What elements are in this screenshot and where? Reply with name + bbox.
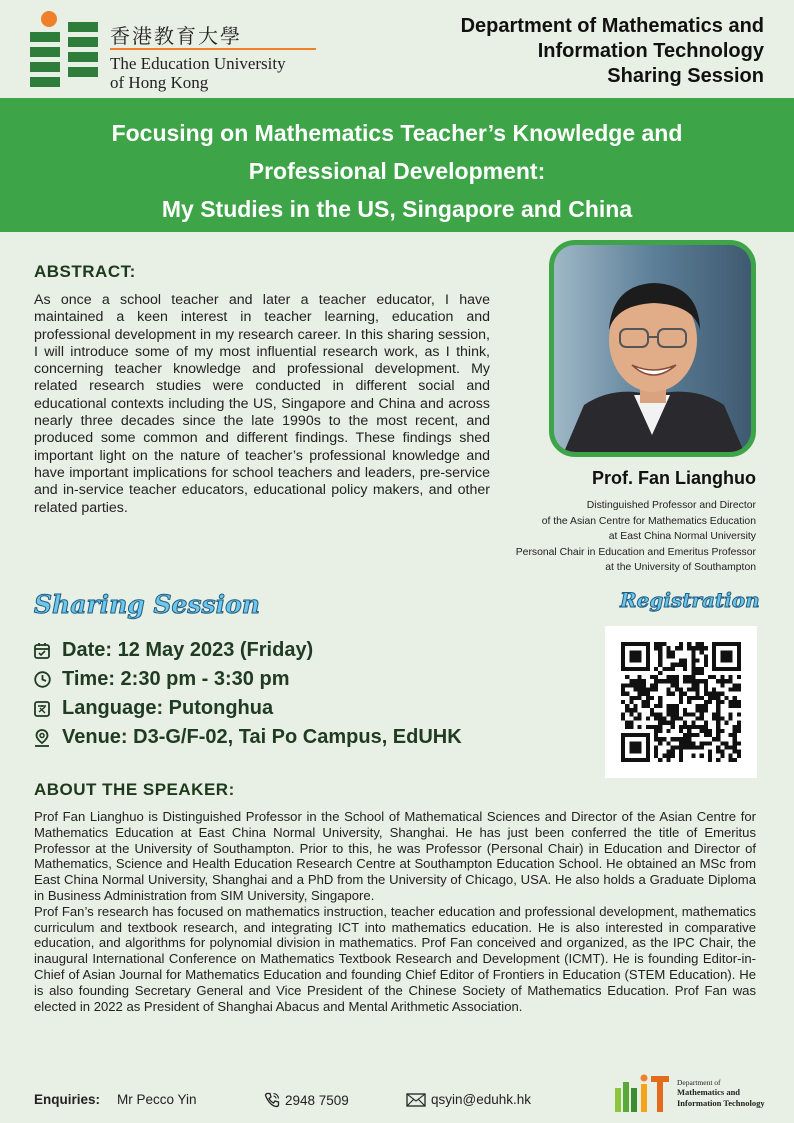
clock-icon xyxy=(34,670,60,690)
speaker-title-line: of the Asian Centre for Mathematics Education xyxy=(541,515,756,527)
phone-number: 2948 7509 xyxy=(285,1092,349,1108)
about-paragraph: Prof Fan’s research has focused on mathematics instruction, teacher education and professional development, mathematics curriculum and textbook research, and integrating ICT into mathematics education. He is also interested in comparative education, and algorithms for polynomial division in mathematics. Prof Fan conceived and organized, as the IPC Chair, the inaugural International Conference on Mathematics Textbook Research and Development (ICMT). He is founding Editor-in-Chief of Asian Journal for Mathematics Education and founding Chief Editor of Frontiers in Education (STEM Education). He is also founding Secretary General and Vice President of the Chinese Society of Mathematics Education. Prof Fan was elected in 2022 as President of Shanghai Abacus and Mental Arithmetic Association. xyxy=(34,903,756,1014)
email-link[interactable] xyxy=(406,1092,531,1107)
contact-name: Mr Pecco Yin xyxy=(117,1092,197,1107)
department-line: Sharing Session xyxy=(607,65,764,87)
title-line: Focusing on Mathematics Teacher’s Knowledge and xyxy=(111,120,683,146)
dept-logo-line: Information Technology xyxy=(677,1098,765,1108)
registration-qr-code[interactable] xyxy=(605,626,757,778)
footer-enquiries xyxy=(34,1092,594,1112)
calendar-icon xyxy=(34,641,60,661)
about-speaker-text xyxy=(34,809,756,1014)
date-text: Date: 12 May 2023 (Friday) xyxy=(62,639,314,661)
dept-logo-line: Department of xyxy=(677,1078,721,1087)
title-banner xyxy=(0,98,794,232)
envelope-icon xyxy=(406,1093,426,1107)
email-address: qsyin@eduhk.hk xyxy=(431,1092,532,1107)
eduhk-emblem-icon xyxy=(30,10,102,90)
logo-english-line2: of Hong Kong xyxy=(110,73,209,92)
department-line: Information Technology xyxy=(537,40,764,62)
time-row xyxy=(34,665,574,694)
venue-text: Venue: D3-G/F-02, Tai Po Campus, EdUHK xyxy=(62,726,462,748)
about-speaker-heading: ABOUT THE SPEAKER: xyxy=(34,780,235,799)
department-line: Department of Mathematics and xyxy=(460,15,764,37)
sharing-session-heading: Sharing Session xyxy=(34,590,260,619)
speaker-titles xyxy=(480,498,756,576)
dept-logo-line: Mathematics and xyxy=(677,1087,741,1097)
logo-chinese-name: 香港教育大學 xyxy=(110,24,242,48)
speaker-name: Prof. Fan Lianghuo xyxy=(592,468,756,488)
eduhk-logo[interactable] xyxy=(30,10,300,90)
phone-link[interactable] xyxy=(264,1092,349,1108)
speaker-title-line: at East China Normal University xyxy=(608,531,756,543)
title-line: My Studies in the US, Singapore and China xyxy=(161,196,633,222)
language-icon xyxy=(34,699,60,719)
logo-divider xyxy=(110,48,316,50)
location-pin-icon xyxy=(34,728,60,748)
date-row xyxy=(34,636,574,665)
speaker-title-line: at the University of Southampton xyxy=(605,562,756,574)
logo-english-line1: The Education University xyxy=(110,54,286,73)
speaker-title-line: Personal Chair in Education and Emeritus Professor xyxy=(515,546,756,558)
registration-heading: Registration xyxy=(620,588,760,612)
mit-logo-icon xyxy=(615,1074,673,1112)
title-line: Professional Development: xyxy=(248,158,546,184)
qr-code-icon xyxy=(621,642,741,762)
about-paragraph: Prof Fan Lianghuo is Distinguished Professor in the School of Mathematical Sciences and Director of the Asian Centre for Mathematics Education at East China Normal University, Shanghai. He has just been conferred the title of Emeritus Professor at the University of Southampton. Prior to this, he was Professor (Personal Chair) in Education and Director of Mathematics, Science and Health Education Research Centre at Southampton Education School. He obtained an MSc from East China Normal University, Shanghai and a PhD from the University of Chicago, USA. He also holds a Graduate Diploma in Business Administration from SIM University, Singapore. xyxy=(34,809,756,903)
abstract-text: As once a school teacher and later a teacher educator, I have maintained a keen interest in teacher learning, education and professional development in my research career. In this sharing session, I will introduce some of my most influential research work, as I think, concerning teacher knowledge and professional development. My related research studies were conducted in different social and educational contexts including the US, Singapore and China and across nearly three decades since the late 1990s to the most recent, and produced some common and different findings. These findings shed important light on the nature of teacher’s professional knowledge and have important implications for school teachers and leaders, pre-service and in-service teacher educators, educational policy makers, and other related parties. xyxy=(34,292,490,516)
time-text: Time: 2:30 pm - 3:30 pm xyxy=(62,668,290,690)
venue-row xyxy=(34,723,574,752)
phone-icon xyxy=(264,1092,280,1108)
session-details xyxy=(34,636,574,752)
abstract-heading: ABSTRACT: xyxy=(34,262,136,281)
speaker-title-line: Distinguished Professor and Director xyxy=(586,500,756,511)
language-row xyxy=(34,694,574,723)
department-heading xyxy=(461,14,764,89)
header xyxy=(0,0,794,98)
enquiries-label: Enquiries: xyxy=(34,1092,101,1107)
mit-department-logo[interactable] xyxy=(615,1072,775,1114)
language-text: Language: Putonghua xyxy=(62,697,274,719)
speaker-photo xyxy=(549,240,756,457)
